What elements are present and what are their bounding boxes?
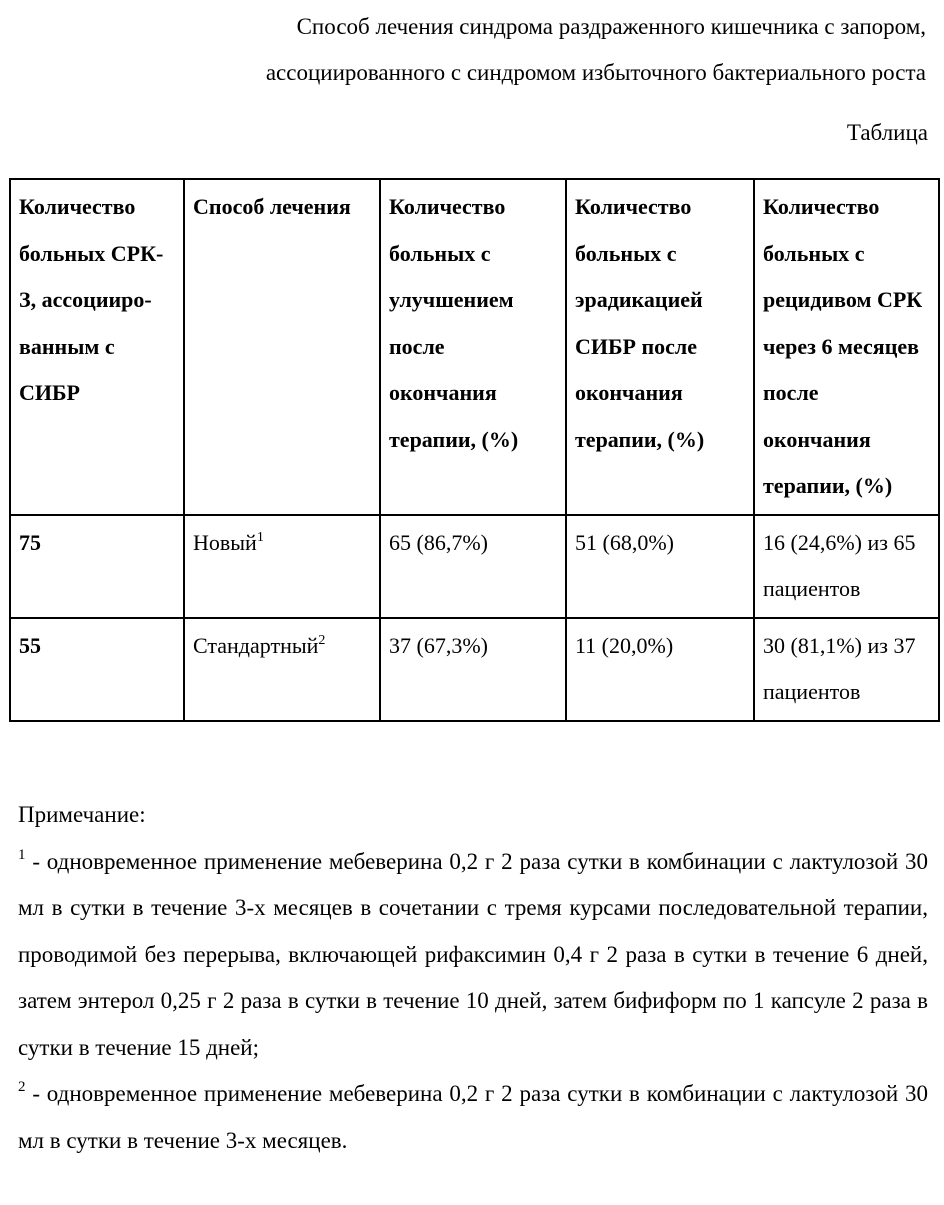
footnote-marker: 2 <box>18 1079 26 1095</box>
cell-improved: 65 (86,7%) <box>380 515 566 618</box>
cell-improved: 37 (67,3%) <box>380 618 566 721</box>
cell-relapse: 16 (24,6%) из 65 пациентов <box>754 515 939 618</box>
title-line-2: ассоциированного с синдромом избыточного бактериального роста <box>265 60 926 85</box>
cell-count: 75 <box>10 515 184 618</box>
table-row <box>10 515 939 618</box>
column-header-count: Количество больных СРК-З, ассоцииро-ванным с СИБР <box>10 179 184 515</box>
notes-section <box>18 792 928 1164</box>
cell-eradication: 11 (20,0%) <box>566 618 754 721</box>
table-label: Таблица <box>846 120 928 145</box>
cell-method <box>184 515 380 618</box>
method-footnote-marker: 2 <box>318 632 326 648</box>
footnote-1 <box>18 839 928 1072</box>
results-table <box>9 178 940 722</box>
document-title <box>26 4 926 96</box>
method-label: Новый <box>193 529 257 555</box>
footnote-text: - одновременное применение мебеверина 0,2 г 2 раза сутки в комбинации с лактулозой 30 мл в сутки в течение 3-х месяцев. <box>18 1081 928 1153</box>
column-header-eradication: Количество больных с эрадикацией СИБР после окончания терапии, (%) <box>566 179 754 515</box>
cell-count: 55 <box>10 618 184 721</box>
method-footnote-marker: 1 <box>256 529 264 545</box>
cell-eradication: 51 (68,0%) <box>566 515 754 618</box>
footnote-2 <box>18 1071 928 1164</box>
table-row <box>10 618 939 721</box>
column-header-relapse: Количество больных с рецидивом СРК через 6 месяцев после окончания терапии, (%) <box>754 179 939 515</box>
column-header-improved: Количество больных с улучшением после окончания терапии, (%) <box>380 179 566 515</box>
cell-relapse: 30 (81,1%) из 37 пациентов <box>754 618 939 721</box>
table-header-row <box>10 179 939 515</box>
cell-method <box>184 618 380 721</box>
column-header-method: Способ лечения <box>184 179 380 515</box>
title-line-1: Способ лечения синдрома раздраженного кишечника с запором, <box>296 14 926 39</box>
footnote-marker: 1 <box>18 846 26 863</box>
footnote-text: - одновременное применение мебеверина 0,2 г 2 раза сутки в комбинации с лактулозой 30 мл в сутки в течение 3-х месяцев в сочетании с тремя курсами последовательной терапии, проводимой без перерыва, включающей рифаксимин 0,4 г 2 раза в сутки в течение 6 дней, затем энтерол 0,25 г 2 раза в сутки в течение 10 дней, затем бифиформ по 1 капсуле 2 раза в сутки в течение 15 дней; <box>18 848 928 1060</box>
method-label: Стандартный <box>193 632 319 658</box>
notes-heading: Примечание: <box>18 802 146 827</box>
